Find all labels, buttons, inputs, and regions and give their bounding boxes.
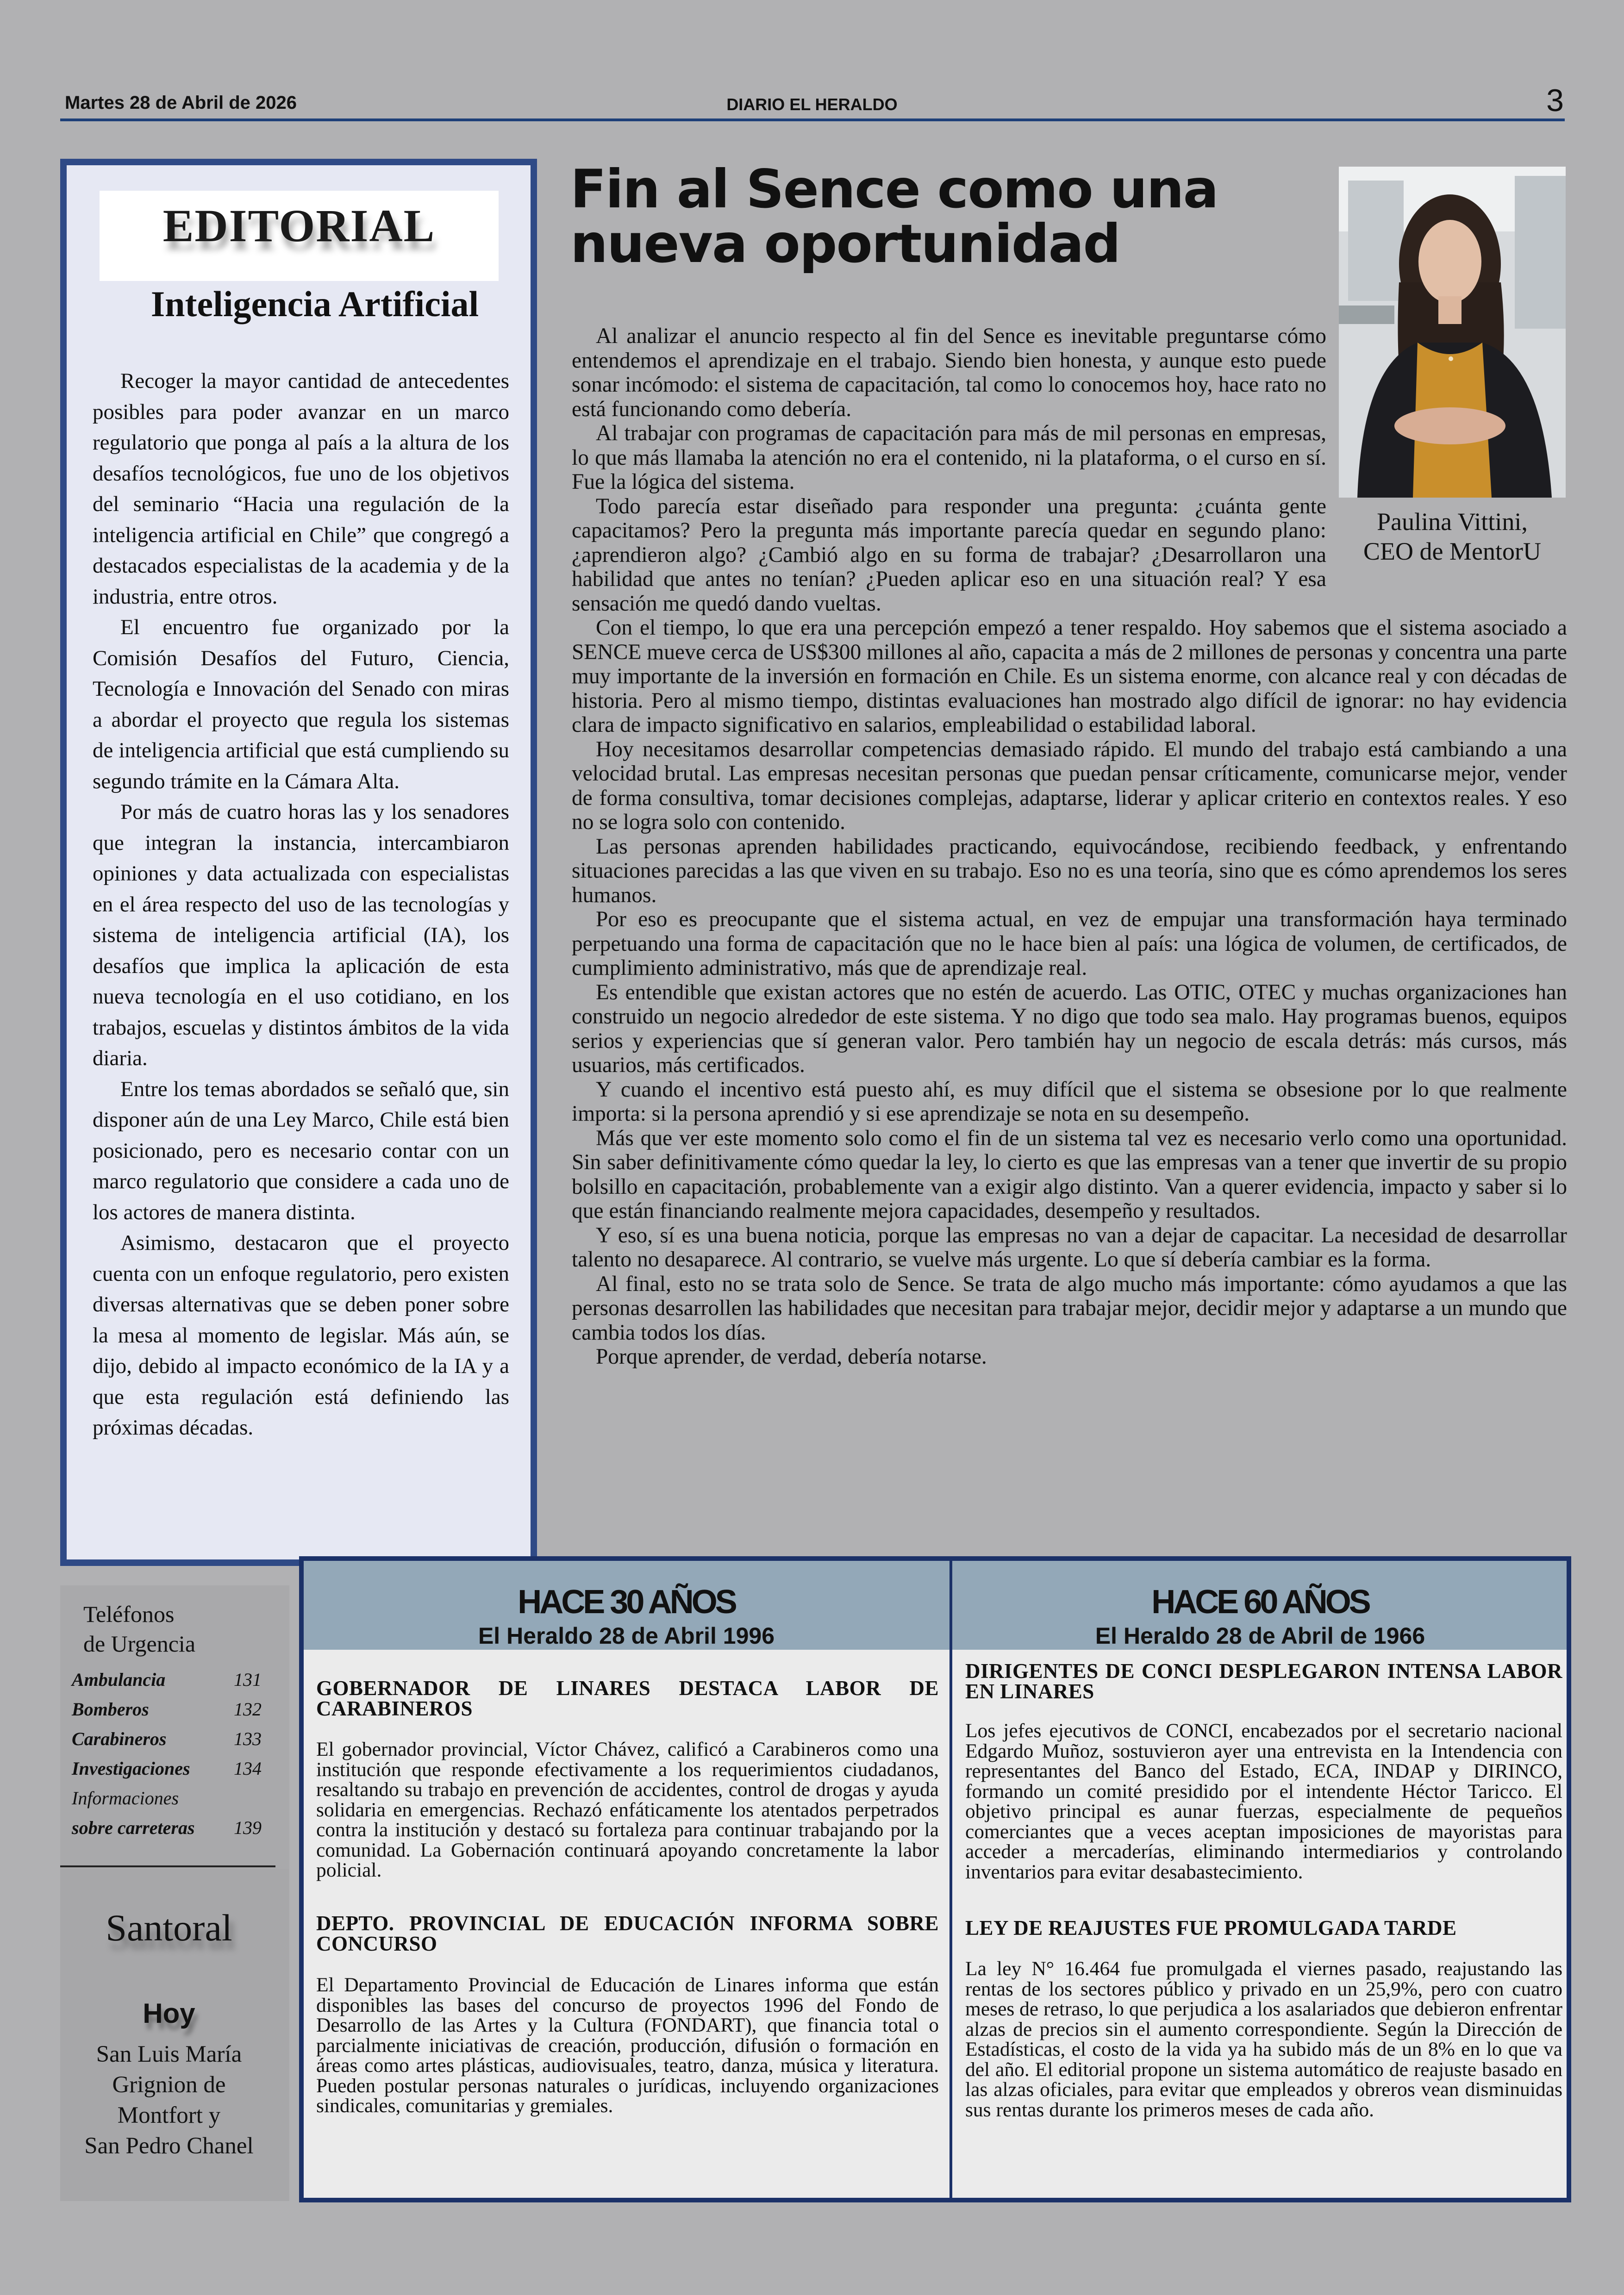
hace30-news-title: DEPTO. PROVINCIAL DE EDUCACIÓN INFORMA SOBRE CONCURSO (316, 1912, 939, 1955)
newspaper-name: DIARIO EL HERALDO (726, 95, 898, 114)
editorial-paragraph: Por más de cuatro horas las y los senadores que integran la instancia, intercambiaron opiniones y data actualizada con especialistas en el área respecto del uso de las tecnologías y sistema de inteligencia artificial (IA), los desafíos que implica la aplicación de esta nueva tecnología en el uso cotidiano, en los trabajos, escuelas y distintos ámbitos de la vida diaria. (93, 800, 509, 1070)
hace30-news-title: GOBERNADOR DE LINARES DESTACA LABOR DE CARABINEROS (316, 1677, 939, 1720)
article-body (572, 324, 1567, 1369)
article-paragraph: Es entendible que existan actores que no estén de acuerdo. Las OTIC, OTEC y muchas organizaciones han construido un negocio alrededor de este sistema. Y no digo que todo sea malo. Hay programas buenos, equipos serios y experiencias que sí generan valor. Pero también hay un negocio de escala detrás: más cursos, más usuarios, más certificados. (572, 980, 1567, 1077)
santoral-title: Santoral (106, 1907, 232, 1949)
page-number: 3 (1546, 83, 1564, 118)
hace60-heading: HACE 60 AÑOS (1151, 1584, 1369, 1621)
editorial-body (93, 366, 509, 1443)
editorial-logo: EDITORIAL (162, 200, 436, 251)
hace60-news-title: DIRIGENTES DE CONCI DESPLEGARON INTENSA LABOR EN LINARES (965, 1659, 1562, 1703)
article-paragraph: Las personas aprenden habilidades practicando, equivocándose, recibiendo feedback, y enfrentando situaciones parecidas a las que viven en su trabajo. Eso no es una teoría, sino que es cómo aprendemos los seres humanos. (572, 834, 1567, 907)
hace30-heading: HACE 30 AÑOS (518, 1584, 735, 1621)
editorial-paragraph: El encuentro fue organizado por la Comisión Desafíos del Futuro, Ciencia, Tecnología e Innovación del Senado con miras a abordar el proyecto que regula los sistemas de inteligencia artificial que está cumpliendo su segundo trámite en la Cámara Alta. (93, 615, 509, 793)
editorial-paragraph: Recoger la mayor cantidad de antecedentes posibles para poder avanzar en un marco regulatorio que ponga al país a la altura de los desafíos tecnológicos, fue uno de los objetivos del seminario “Hacia una regulación de la inteligencia artificial en Chile” que congregó a destacados especialistas de la academia y de la industria, entre otros. (93, 369, 509, 609)
editorial-title: Inteligencia Artificial (150, 284, 479, 324)
phones-divider (60, 1865, 275, 1867)
article-paragraph: Más que ver este momento solo como el fin de un sistema tal vez es necesario verlo como una oportunidad. Sin saber definitivamente cómo quedar la ley, lo cierto es que las empresas van a tener que invertir de su propio bolsillo en capacitación, probablemente van a exigir algo distinto. Van a querer evidencia, impacto y saber si lo que están financiando realmente mejora capacidades, desempeño y resultados. (572, 1126, 1567, 1223)
phone-row: Bomberos 132 (72, 1699, 262, 1720)
issue-date: Martes 28 de Abril de 2026 (65, 93, 297, 113)
santoral-today: Hoy (143, 1998, 195, 2029)
hace60-subheading: El Heraldo 28 de Abril de 1966 (1095, 1623, 1425, 1649)
article-paragraph: Con el tiempo, lo que era una percepción empezó a tener respaldo. Hoy sabemos que el sistema asociado a SENCE mueve cerca de US$300 millones al año, capacita a más de 2 millones de personas y concentra una parte muy importante de la inversión en formación en Chile. Es un sistema enorme, con alcance real y con décadas de historia. Pero al mismo tiempo, distintas evaluaciones han mostrado algo difícil de ignorar: no hay evidencia clara de impacto significativo en salarios, empleabilidad o estabilidad laboral. (572, 616, 1567, 737)
hace30-subheading: El Heraldo 28 de Abril 1996 (478, 1623, 775, 1649)
article-paragraph: Y eso, sí es una buena noticia, porque las empresas no van a dejar de capacitar. La necesidad de desarrollar talento no desaparece. Al contrario, se vuelve más urgente. Lo que sí debería cambiar es la forma. (572, 1223, 1567, 1272)
article-title: Fin al Sence como una nueva oportunidad (570, 158, 1218, 274)
article-paragraph: Hoy necesitamos desarrollar competencias demasiado rápido. El mundo del trabajo está cambiando a una velocidad brutal. Las empresas necesitan personas que puedan pensar críticamente, comunicarse mejor, vender de forma consultiva, tomar decisiones complejas, adaptarse, liderar y aplicar criterio en contextos reales. Y eso no se logra solo con contenido. (572, 737, 1567, 834)
hace30-news-body: El gobernador provincial, Víctor Chávez, calificó a Carabineros como una institución que responde efectivamente a los requerimientos ciudadanos, resaltando su trabajo en prevención de accidentes, control de drogas y ayuda solidaria en emergencias. Rechazó enfáticamente los atentados perpetrados contra la institución y destacó su fortaleza para continuar trabajando por la comunidad. La Gobernación continuará apoyando concretamente la labor policial. (316, 1738, 939, 1881)
hace60-news-body: La ley N° 16.464 fue promulgada el viernes pasado, reajustando las rentas de los sectores público y privado en un 25,9%, pero con cuatro meses de retraso, lo que perjudica a los asalariados que debieron enfrentar alzas de precios sin el aumento correspondiente. Según la Dirección de Estadísticas, el costo de la vida ya ha subido más de un 8% en lo que va del año. El editorial propone un sistema automático de reajuste basado en las alzas oficiales, para evitar que empleados y obreros vean disminuidas sus rentas durante los primeros meses de cada año. (965, 1958, 1562, 2121)
article-paragraph: Al analizar el anuncio respecto al fin del Sence es inevitable preguntarse cómo entendemos el aprendizaje en el trabajo. Siendo bien honesta, y aunque esto puede sonar incómodo: el sistema de capacitación, tal como lo conocemos hoy, hace rato no está funcionando como debería. (572, 324, 1326, 421)
article-paragraph: Todo parecía estar diseñado para responder una pregunta: ¿cuánta gente capacitamos? Pero la pregunta más importante parecía quedar en segundo plano: ¿aprendieron algo? ¿Cambió algo en su forma de trabajar? ¿Desarrollaron una habilidad que antes no tenían? ¿Pueden aplicar eso en una situación real? Y esa sensación me quedó dando vueltas. (572, 494, 1326, 616)
header-rule (60, 118, 1565, 121)
article-paragraph: Al final, esto no se trata solo de Sence. Se trata de algo mucho más importante: cómo ayudamos a que las personas desarrollen las habilidades que necesitan para trabajar mejor, decidir mejor y adaptarse a un mundo que cambia todos los días. (572, 1272, 1567, 1345)
hace30-news-body: El Departamento Provincial de Educación de Linares informa que están disponibles las bases del concurso de proyectos 1996 del Fondo de Desarrollo de las Artes y la Cultura (FONDART), que financia total o parcialmente iniciativas de creación, producción, difusión o formación en áreas como artes plásticas, audiovisuales, teatro, danza, música y literatura. Pueden postular personas naturales o jurídicas, incluyendo organizaciones sindicales, comunitarias y gremiales. (316, 1974, 939, 2117)
phone-row: Investigaciones 134 (72, 1758, 262, 1779)
article-paragraph: Porque aprender, de verdad, debería notarse. (596, 1345, 987, 1369)
author-role: CEO de MentorU (1363, 537, 1541, 565)
phone-row: Carabineros 133 (72, 1728, 262, 1749)
phone-row: Informaciones (72, 1788, 179, 1809)
history-divider (949, 1561, 952, 2198)
editorial-paragraph: Asimismo, destacaron que el proyecto cuenta con un enfoque regulatorio, pero existen diversas alternativas que se deben poner sobre la mesa al momento de legislar. Más aún, se dijo, debido al impacto económico de la IA y a que esta regulación está definiendo las próximas décadas. (93, 1231, 509, 1440)
phone-row: sobre carreteras 139 (72, 1817, 262, 1838)
photo-spacer (1326, 324, 1567, 583)
author-name: Paulina Vittini, (1377, 508, 1528, 536)
article-paragraph: Y cuando el incentivo está puesto ahí, es muy difícil que el sistema se obsesione por lo que realmente importa: si la persona aprendió y si ese aprendizaje se nota en su desempeño. (572, 1077, 1567, 1126)
article-paragraph: Al trabajar con programas de capacitación para más de mil personas en empresas, lo que más llamaba la atención no era el contenido, ni la plataforma, o el curso en sí. Fue la lógica del sistema. (572, 421, 1326, 494)
hace60-news-title: LEY DE REAJUSTES FUE PROMULGADA TARDE (965, 1916, 1457, 1940)
hace60-news-body: Los jefes ejecutivos de CONCI, encabezados por el secretario nacional Edgardo Muñoz, sostuvieron ayer una entrevista en la Intendencia con representantes del Banco del Estado, ECA, INDAP y DIRINCO, formando un comité presidido por el intendente Héctor Taricco. El objetivo principal es aunar fuerzas, especialmente de pequeños comerciantes que a veces aceptan imposiciones de mayoristas para acceder a mercaderías, eliminando intermediarios y controlando inventarios para evitar desabastecimiento. (965, 1720, 1562, 1883)
editorial-paragraph: Entre los temas abordados se señaló que, sin disponer aún de una Ley Marco, Chile está bien posicionado, pero es necesario contar con un marco regulatorio que considere a cada uno de los actores de manera distinta. (93, 1077, 509, 1224)
santoral-names: San Luis María Grignion de Montfort y San Pedro Chanel (84, 2041, 254, 2159)
phones-title: Teléfonos de Urgencia (83, 1601, 196, 1657)
phone-row: Ambulancia 131 (72, 1669, 262, 1690)
article-paragraph: Por eso es preocupante que el sistema actual, en vez de empujar una transformación haya terminado perpetuando una forma de capacitación que no le hace bien al país: una lógica de volumen, de certificados, de cumplimiento administrativo, más que de aprendizaje real. (572, 907, 1567, 980)
